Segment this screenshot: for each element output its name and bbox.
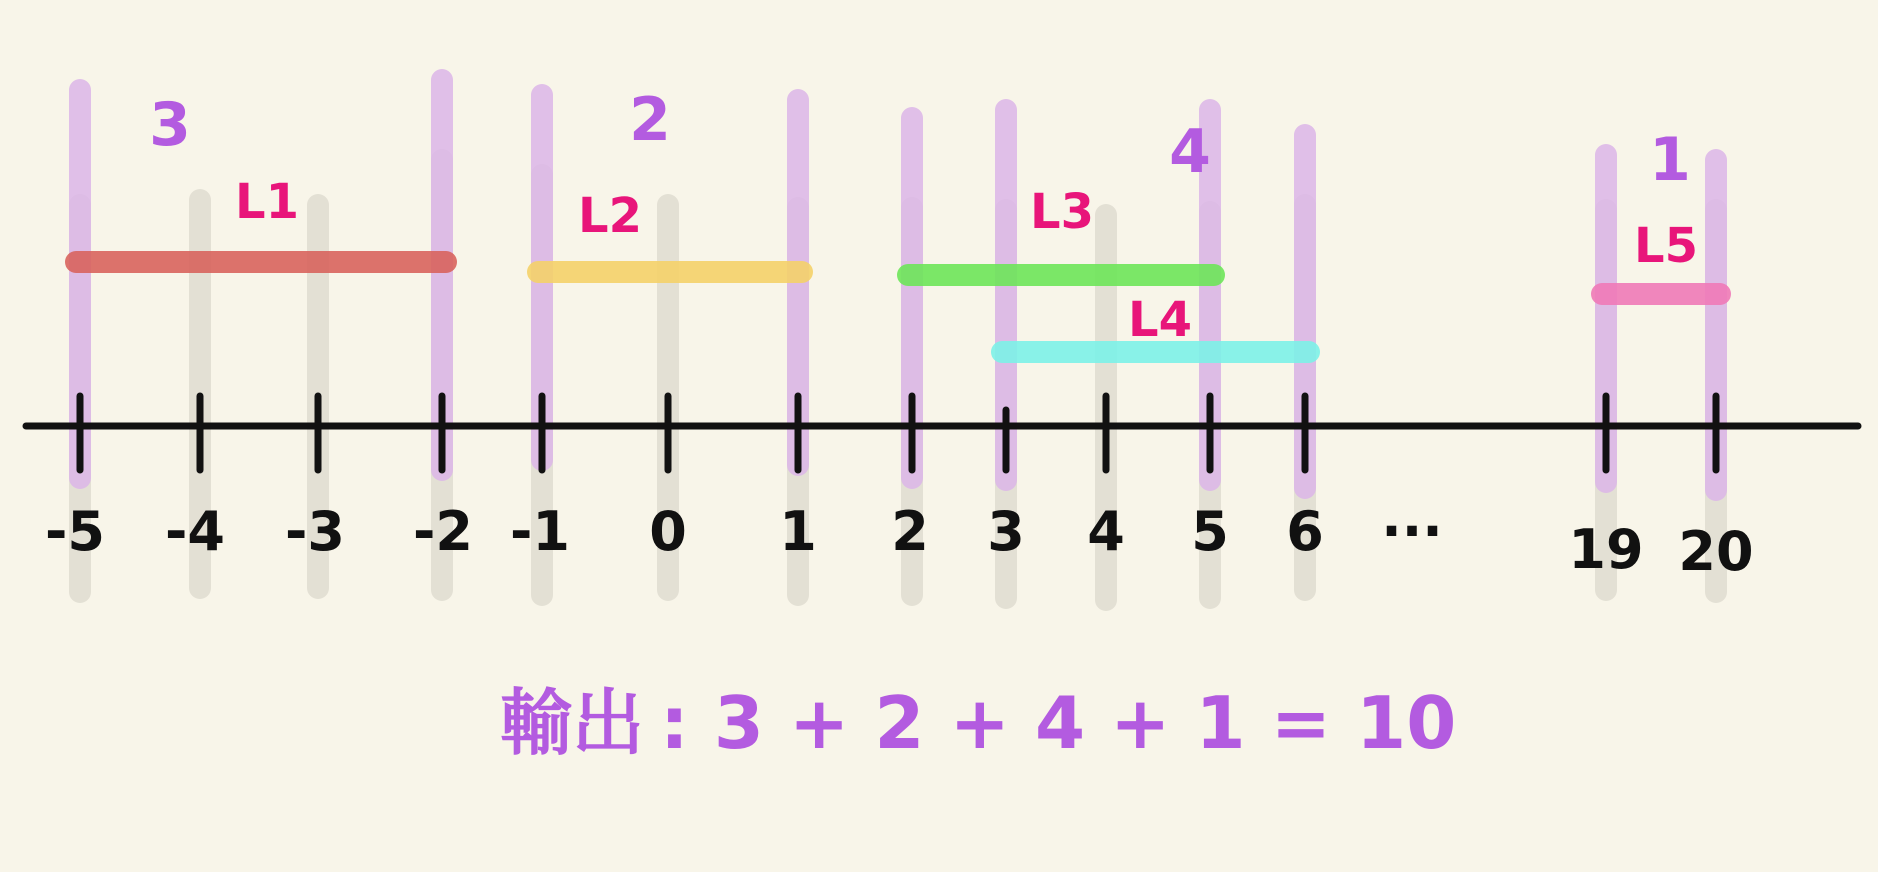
group-count: 2 [629, 85, 671, 155]
segment-label-l2: L2 [578, 188, 642, 244]
group-count: 4 [1169, 117, 1211, 187]
tick-label: -5 [45, 500, 105, 563]
tick-label: -3 [285, 500, 345, 563]
group-count: 3 [149, 90, 191, 160]
output-line [500, 681, 1456, 765]
segment-label-l3: L3 [1030, 184, 1094, 240]
tick-labels [45, 500, 1754, 583]
tick-label: 20 [1678, 520, 1754, 583]
segment-label-l5: L5 [1634, 218, 1698, 274]
tick-label: 3 [987, 500, 1025, 563]
tick-label: 19 [1568, 518, 1644, 581]
segment-label-l1: L1 [235, 174, 299, 230]
tick-label: 0 [649, 500, 687, 563]
output-formula: : 3 + 2 + 4 + 1 = 10 [660, 681, 1457, 765]
segment-label-l4: L4 [1128, 292, 1192, 348]
tick-label: 1 [779, 500, 817, 563]
tick-label: 4 [1087, 500, 1125, 563]
tick-label: -4 [165, 500, 225, 563]
group-count: 1 [1649, 125, 1691, 195]
tick-label: ··· [1381, 500, 1443, 563]
output-label: 輸出 [500, 681, 645, 765]
tick-label: 6 [1286, 500, 1324, 563]
tick-label: 5 [1191, 500, 1229, 563]
tick-label: -1 [510, 500, 570, 563]
tick-label: -2 [413, 500, 473, 563]
tick-label: 2 [891, 500, 929, 563]
